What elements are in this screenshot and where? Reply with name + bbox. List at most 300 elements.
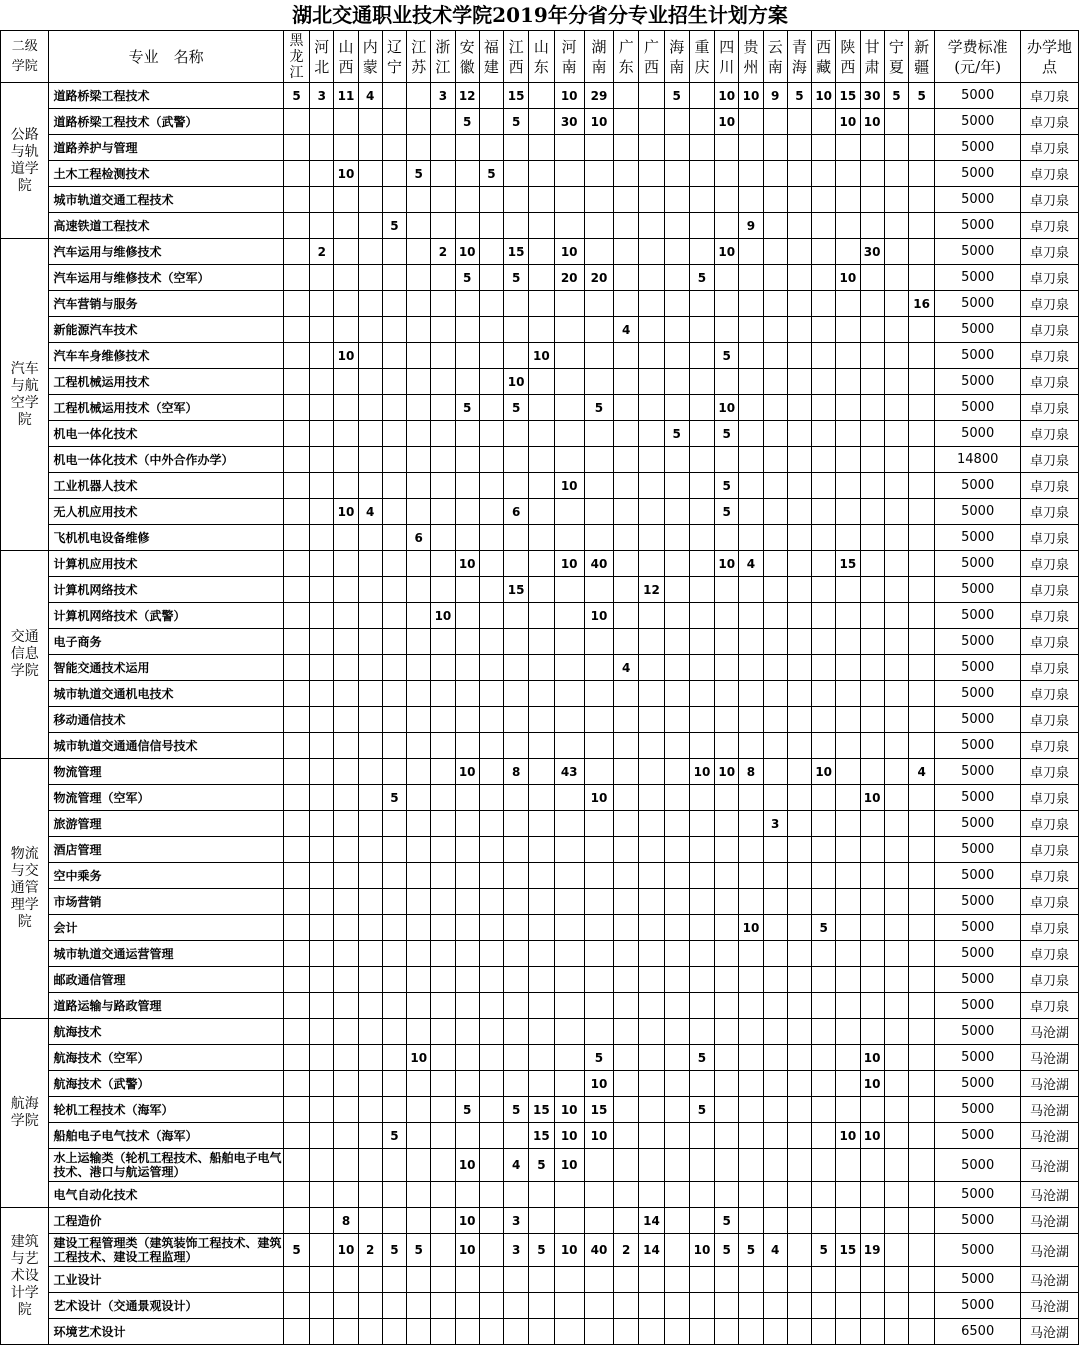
quota-cell: 10: [584, 603, 613, 629]
quota-cell: 5: [908, 83, 934, 109]
quota-cell: [504, 213, 529, 239]
quota-cell: [614, 577, 639, 603]
quota-cell: [763, 629, 787, 655]
quota-cell: [479, 525, 503, 551]
tuition-fee: 5000: [935, 109, 1021, 135]
quota-cell: 5: [283, 1234, 309, 1267]
quota-cell: [787, 759, 811, 785]
quota-cell: [431, 265, 455, 291]
quota-cell: 5: [715, 343, 739, 369]
header-province: 江苏: [407, 31, 431, 83]
quota-cell: [614, 1267, 639, 1293]
quota-cell: [407, 1123, 431, 1149]
quota-cell: [407, 265, 431, 291]
quota-cell: [407, 135, 431, 161]
quota-cell: 4: [504, 1149, 529, 1182]
quota-cell: [479, 1019, 503, 1045]
table-row: [1, 1319, 1079, 1345]
quota-cell: [836, 447, 860, 473]
quota-cell: [431, 1045, 455, 1071]
quota-cell: [614, 291, 639, 317]
quota-cell: [334, 1149, 358, 1182]
quota-cell: [479, 915, 503, 941]
quota-cell: [358, 395, 382, 421]
quota-cell: [639, 993, 664, 1019]
quota-cell: [407, 1267, 431, 1293]
quota-cell: [358, 1182, 382, 1208]
quota-cell: 19: [860, 1234, 884, 1267]
campus-location: 马沧湖: [1021, 1319, 1079, 1345]
quota-cell: [787, 525, 811, 551]
quota-cell: [812, 525, 836, 551]
quota-cell: [787, 1123, 811, 1149]
quota-cell: 10: [455, 551, 479, 577]
quota-cell: [310, 1208, 334, 1234]
quota-cell: [310, 733, 334, 759]
quota-cell: [860, 889, 884, 915]
quota-cell: [664, 1123, 689, 1149]
quota-cell: [614, 837, 639, 863]
table-row: [1, 1019, 1079, 1045]
tuition-fee: 5000: [935, 1149, 1021, 1182]
quota-cell: [763, 941, 787, 967]
quota-cell: [836, 499, 860, 525]
quota-cell: [884, 265, 908, 291]
quota-cell: 3: [431, 83, 455, 109]
quota-cell: [639, 733, 664, 759]
quota-cell: [812, 291, 836, 317]
campus-location: 卓刀泉: [1021, 603, 1079, 629]
quota-cell: [455, 291, 479, 317]
quota-cell: [739, 811, 763, 837]
quota-cell: [639, 525, 664, 551]
quota-cell: [836, 187, 860, 213]
quota-cell: [479, 1097, 503, 1123]
quota-cell: [884, 603, 908, 629]
quota-cell: [787, 369, 811, 395]
quota-cell: [908, 343, 934, 369]
table-row: [1, 187, 1079, 213]
quota-cell: [382, 889, 406, 915]
tuition-fee: 5000: [935, 343, 1021, 369]
quota-cell: [908, 967, 934, 993]
quota-cell: [382, 1293, 406, 1319]
campus-location: 卓刀泉: [1021, 629, 1079, 655]
quota-cell: 6: [407, 525, 431, 551]
quota-cell: [455, 473, 479, 499]
quota-cell: [664, 1071, 689, 1097]
quota-cell: [310, 525, 334, 551]
quota-cell: 5: [283, 83, 309, 109]
quota-cell: [763, 1123, 787, 1149]
quota-cell: [479, 1293, 503, 1319]
quota-cell: [479, 369, 503, 395]
college-name: 建筑与艺术设计学院: [1, 1208, 49, 1345]
quota-cell: [455, 1071, 479, 1097]
quota-cell: [812, 785, 836, 811]
quota-cell: [787, 187, 811, 213]
quota-cell: 15: [529, 1123, 554, 1149]
quota-cell: [614, 1293, 639, 1319]
quota-cell: [407, 889, 431, 915]
quota-cell: [836, 681, 860, 707]
quota-cell: [358, 525, 382, 551]
quota-cell: [358, 135, 382, 161]
major-name: 艺术设计（交通景观设计）: [49, 1293, 283, 1319]
quota-cell: [884, 785, 908, 811]
quota-cell: 5: [739, 1234, 763, 1267]
table-row: [1, 941, 1079, 967]
quota-cell: [407, 187, 431, 213]
quota-cell: [812, 629, 836, 655]
quota-cell: [739, 395, 763, 421]
quota-cell: [283, 603, 309, 629]
quota-cell: [860, 915, 884, 941]
quota-cell: [504, 629, 529, 655]
quota-cell: [884, 707, 908, 733]
quota-cell: [664, 603, 689, 629]
major-name: 空中乘务: [49, 863, 283, 889]
quota-cell: [664, 1019, 689, 1045]
quota-cell: [689, 1071, 714, 1097]
quota-cell: [554, 1019, 584, 1045]
quota-cell: [739, 1071, 763, 1097]
quota-cell: [787, 395, 811, 421]
quota-cell: [455, 811, 479, 837]
quota-cell: 10: [715, 759, 739, 785]
campus-location: 马沧湖: [1021, 1149, 1079, 1182]
quota-cell: [763, 863, 787, 889]
quota-cell: [382, 1045, 406, 1071]
quota-cell: [283, 889, 309, 915]
table-row: [1, 447, 1079, 473]
quota-cell: [529, 473, 554, 499]
quota-cell: 10: [455, 1234, 479, 1267]
quota-cell: [504, 447, 529, 473]
quota-cell: [763, 317, 787, 343]
quota-cell: [860, 213, 884, 239]
quota-cell: [908, 603, 934, 629]
quota-cell: [479, 343, 503, 369]
quota-cell: [584, 577, 613, 603]
quota-cell: [431, 837, 455, 863]
quota-cell: [763, 577, 787, 603]
quota-cell: [310, 941, 334, 967]
quota-cell: [860, 993, 884, 1019]
table-row: [1, 1293, 1079, 1319]
quota-cell: [358, 1267, 382, 1293]
major-name: 工程造价: [49, 1208, 283, 1234]
quota-cell: [860, 941, 884, 967]
quota-cell: [431, 707, 455, 733]
quota-cell: [504, 967, 529, 993]
quota-cell: [358, 785, 382, 811]
major-name: 航海技术（武警）: [49, 1071, 283, 1097]
quota-cell: [664, 889, 689, 915]
quota-cell: [382, 681, 406, 707]
quota-cell: 5: [884, 83, 908, 109]
quota-cell: [614, 109, 639, 135]
quota-cell: [407, 655, 431, 681]
quota-cell: [763, 1267, 787, 1293]
quota-cell: [884, 525, 908, 551]
quota-cell: [884, 993, 908, 1019]
major-name: 船舶电子电气技术（海军）: [49, 1123, 283, 1149]
quota-cell: [884, 577, 908, 603]
tuition-fee: 5000: [935, 629, 1021, 655]
quota-cell: [739, 1123, 763, 1149]
quota-cell: [504, 655, 529, 681]
quota-cell: [715, 785, 739, 811]
quota-cell: [554, 863, 584, 889]
quota-cell: [884, 317, 908, 343]
quota-cell: [787, 863, 811, 889]
quota-cell: 16: [908, 291, 934, 317]
quota-cell: [689, 1019, 714, 1045]
quota-cell: [310, 577, 334, 603]
quota-cell: [812, 1019, 836, 1045]
major-name: 城市轨道交通通信信号技术: [49, 733, 283, 759]
quota-cell: 10: [812, 759, 836, 785]
quota-cell: [283, 993, 309, 1019]
quota-cell: 5: [715, 473, 739, 499]
quota-cell: [431, 187, 455, 213]
quota-cell: [334, 577, 358, 603]
quota-cell: [382, 447, 406, 473]
quota-cell: [334, 967, 358, 993]
tuition-fee: 5000: [935, 317, 1021, 343]
quota-cell: [310, 603, 334, 629]
quota-cell: [908, 1097, 934, 1123]
quota-cell: [639, 265, 664, 291]
quota-cell: [283, 265, 309, 291]
quota-cell: [382, 1097, 406, 1123]
quota-cell: [763, 915, 787, 941]
quota-cell: 5: [382, 1123, 406, 1149]
campus-location: 卓刀泉: [1021, 837, 1079, 863]
quota-cell: [664, 811, 689, 837]
header-province: 四川: [715, 31, 739, 83]
quota-cell: [455, 161, 479, 187]
quota-cell: [908, 1019, 934, 1045]
quota-cell: [334, 109, 358, 135]
quota-cell: [283, 655, 309, 681]
quota-cell: [310, 1293, 334, 1319]
quota-cell: [639, 707, 664, 733]
major-name: 飞机机电设备维修: [49, 525, 283, 551]
quota-cell: [836, 759, 860, 785]
quota-cell: [407, 863, 431, 889]
tuition-fee: 5000: [935, 421, 1021, 447]
header-fee: 学费标准(元/年): [935, 31, 1021, 83]
quota-cell: [812, 1123, 836, 1149]
quota-cell: [884, 551, 908, 577]
quota-cell: [479, 577, 503, 603]
header-province: 宁夏: [884, 31, 908, 83]
quota-cell: [584, 1019, 613, 1045]
quota-cell: [283, 707, 309, 733]
table-row: [1, 499, 1079, 525]
quota-cell: 14: [639, 1234, 664, 1267]
table-row: [1, 837, 1079, 863]
quota-cell: 40: [584, 1234, 613, 1267]
quota-cell: [431, 395, 455, 421]
quota-cell: [787, 551, 811, 577]
quota-cell: [407, 759, 431, 785]
campus-location: 卓刀泉: [1021, 525, 1079, 551]
quota-cell: 6: [504, 499, 529, 525]
quota-cell: [310, 993, 334, 1019]
quota-cell: [334, 291, 358, 317]
quota-cell: 30: [860, 83, 884, 109]
quota-cell: [431, 473, 455, 499]
quota-cell: [664, 265, 689, 291]
quota-cell: [479, 1267, 503, 1293]
campus-location: 马沧湖: [1021, 1071, 1079, 1097]
tuition-fee: 5000: [935, 1267, 1021, 1293]
quota-cell: [479, 811, 503, 837]
quota-cell: [908, 629, 934, 655]
campus-location: 卓刀泉: [1021, 161, 1079, 187]
table-row: [1, 135, 1079, 161]
campus-location: 卓刀泉: [1021, 577, 1079, 603]
quota-cell: [554, 1182, 584, 1208]
quota-cell: [358, 1071, 382, 1097]
quota-cell: 5: [689, 265, 714, 291]
quota-cell: [884, 681, 908, 707]
tuition-fee: 5000: [935, 941, 1021, 967]
quota-cell: [584, 291, 613, 317]
header-province: 河南: [554, 31, 584, 83]
quota-cell: 10: [407, 1045, 431, 1071]
quota-cell: [664, 915, 689, 941]
quota-cell: [431, 1123, 455, 1149]
quota-cell: [479, 837, 503, 863]
quota-cell: [479, 941, 503, 967]
quota-cell: [689, 837, 714, 863]
quota-cell: [689, 291, 714, 317]
campus-location: 卓刀泉: [1021, 967, 1079, 993]
quota-cell: [664, 213, 689, 239]
header-province: 河北: [310, 31, 334, 83]
quota-cell: [310, 707, 334, 733]
quota-cell: [860, 1319, 884, 1345]
quota-cell: [554, 1293, 584, 1319]
quota-cell: 5: [455, 265, 479, 291]
campus-location: 卓刀泉: [1021, 551, 1079, 577]
quota-cell: [884, 109, 908, 135]
tuition-fee: 5000: [935, 1123, 1021, 1149]
quota-cell: [884, 1234, 908, 1267]
quota-cell: [664, 967, 689, 993]
quota-cell: [479, 109, 503, 135]
quota-cell: [334, 707, 358, 733]
quota-cell: [358, 473, 382, 499]
quota-cell: 5: [382, 1234, 406, 1267]
quota-cell: [763, 135, 787, 161]
major-name: 邮政通信管理: [49, 967, 283, 993]
table-row: [1, 1182, 1079, 1208]
quota-cell: 10: [739, 915, 763, 941]
quota-cell: [739, 473, 763, 499]
quota-cell: [334, 629, 358, 655]
quota-cell: [739, 1019, 763, 1045]
quota-cell: [715, 915, 739, 941]
quota-cell: [334, 863, 358, 889]
quota-cell: [382, 291, 406, 317]
quota-cell: [664, 1319, 689, 1345]
quota-cell: [787, 733, 811, 759]
quota-cell: [860, 759, 884, 785]
quota-cell: 10: [334, 499, 358, 525]
quota-cell: [358, 915, 382, 941]
quota-cell: [787, 265, 811, 291]
quota-cell: [529, 941, 554, 967]
quota-cell: [664, 681, 689, 707]
quota-cell: [614, 1319, 639, 1345]
major-name: 市场营销: [49, 889, 283, 915]
quota-cell: [479, 135, 503, 161]
quota-cell: 4: [763, 1234, 787, 1267]
quota-cell: 10: [455, 1149, 479, 1182]
quota-cell: [689, 733, 714, 759]
quota-cell: [431, 681, 455, 707]
quota-cell: [664, 525, 689, 551]
quota-cell: [431, 1149, 455, 1182]
quota-cell: 12: [455, 83, 479, 109]
quota-cell: [310, 161, 334, 187]
quota-cell: [504, 1123, 529, 1149]
quota-cell: [455, 1019, 479, 1045]
tuition-fee: 5000: [935, 213, 1021, 239]
table-row: [1, 733, 1079, 759]
quota-cell: [479, 187, 503, 213]
quota-cell: [584, 1149, 613, 1182]
quota-cell: [407, 369, 431, 395]
quota-cell: [479, 421, 503, 447]
quota-cell: [884, 291, 908, 317]
quota-cell: [455, 343, 479, 369]
quota-cell: [664, 863, 689, 889]
quota-cell: [884, 1319, 908, 1345]
major-name: 工业设计: [49, 1267, 283, 1293]
quota-cell: [554, 681, 584, 707]
quota-cell: [689, 1208, 714, 1234]
quota-cell: [283, 1019, 309, 1045]
quota-cell: [836, 421, 860, 447]
quota-cell: [407, 681, 431, 707]
header-province: 安徽: [455, 31, 479, 83]
quota-cell: [479, 681, 503, 707]
quota-cell: [283, 1123, 309, 1149]
quota-cell: [787, 941, 811, 967]
quota-cell: [334, 681, 358, 707]
quota-cell: [584, 239, 613, 265]
quota-cell: [407, 109, 431, 135]
header-province: 山西: [334, 31, 358, 83]
quota-cell: [431, 577, 455, 603]
quota-cell: [358, 1208, 382, 1234]
campus-location: 卓刀泉: [1021, 421, 1079, 447]
document-title: 湖北交通职业技术学院2019年分省分专业招生计划方案: [292, 3, 788, 27]
quota-cell: [358, 889, 382, 915]
quota-cell: [407, 1071, 431, 1097]
quota-cell: [283, 1045, 309, 1071]
quota-cell: [407, 1149, 431, 1182]
quota-cell: [407, 1019, 431, 1045]
quota-cell: [310, 473, 334, 499]
major-name: 道路运输与路政管理: [49, 993, 283, 1019]
